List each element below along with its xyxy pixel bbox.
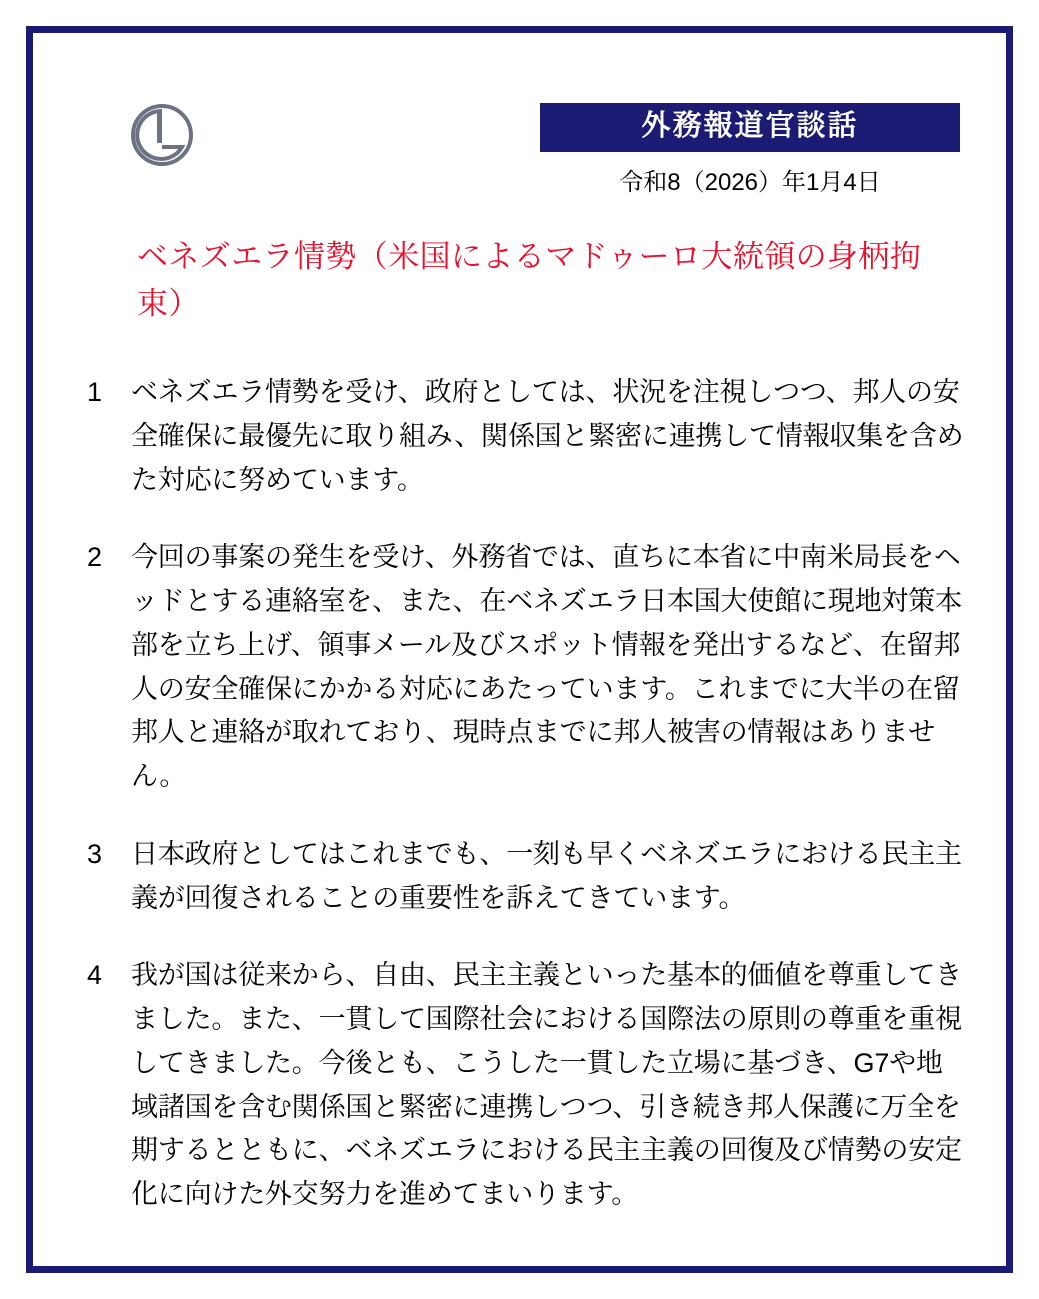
mofa-logo-icon xyxy=(129,101,195,169)
item-text: ベネズエラ情勢を受け、政府としては、状況を注視しつつ、邦人の安全確保に最優先に取り組み、関係国と緊密に連携して情報収集を含めた対応に努めています。 xyxy=(131,377,964,495)
page-title: ベネズエラ情勢（米国によるマドゥーロ大統領の身柄拘束） xyxy=(137,239,922,322)
list-item xyxy=(79,536,966,798)
statement-body xyxy=(79,371,966,1216)
document-border-frame xyxy=(26,26,1013,1273)
document-content xyxy=(33,33,1006,1266)
item-number: 1 xyxy=(87,377,103,408)
item-text: 今回の事案の発生を受け、外務省では、直ちに本省に中南米局長をヘッドとする連絡室を、また、在ベネズエラ日本国大使館に現地対策本部を立ち上げ、領事メール及びスポット情報を発出するなど、在留邦人の安全確保にかかる対応にあたっています。これまでに大半の在留邦人と連絡が取れており、現時点までに邦人被害の情報はありません。 xyxy=(131,542,962,792)
item-number: 4 xyxy=(87,960,103,991)
list-item xyxy=(79,833,966,920)
header-right-block xyxy=(540,103,960,197)
document-header xyxy=(79,59,966,196)
item-text: 日本政府としてはこれまでも、一刻も早くベネズエラにおける民主主義が回復されることの重要性を訴えてきています。 xyxy=(131,838,962,913)
list-item xyxy=(79,371,966,502)
statement-banner: 外務報道官談話 xyxy=(540,103,960,152)
list-item xyxy=(79,954,966,1216)
item-number: 2 xyxy=(87,542,103,573)
statement-date: 令和8（2026）年1月4日 xyxy=(619,168,881,196)
item-text: 我が国は従来から、自由、民主主義といった基本的価値を尊重してきました。また、一貫して国際社会における国際法の原則の尊重を重視してきました。今後とも、こうした一貫した立場に基づき、G7や地域諸国を含む関係国と緊密に連携しつつ、引き続き邦人保護に万全を期するとともに、ベネズエラにおける民主主義の回復及び情勢の安定化に向けた外交努力を進めてまいります。 xyxy=(131,960,962,1209)
item-number: 3 xyxy=(87,838,103,869)
